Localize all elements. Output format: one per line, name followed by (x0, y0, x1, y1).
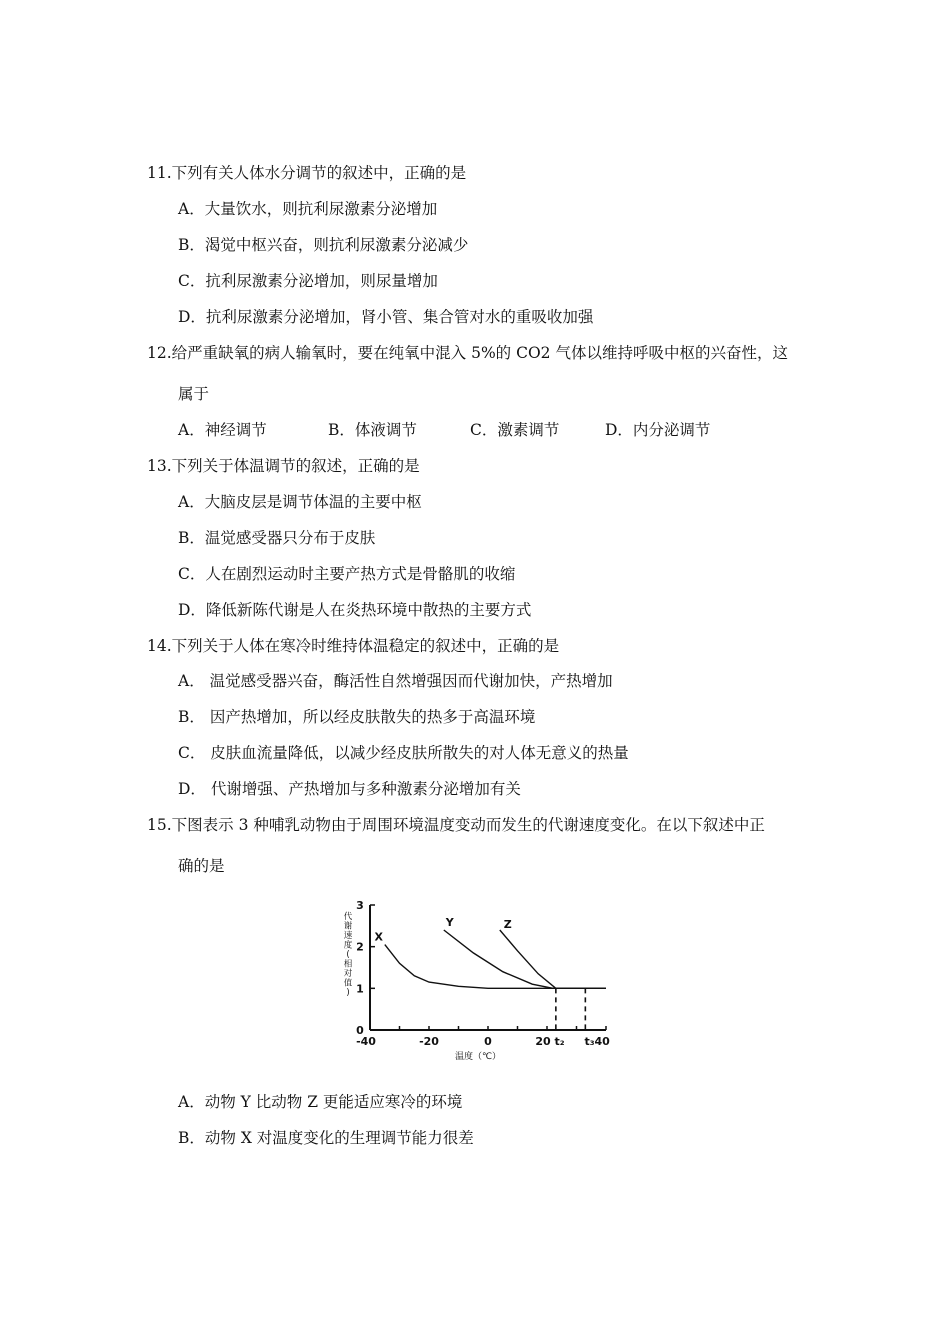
q12-option-b: B．体液调节 (328, 421, 417, 439)
question-11-stem (147, 163, 466, 183)
x-axis-label: 温度（℃） (454, 1052, 502, 1062)
q12-option-c: C．激素调节 (470, 421, 560, 439)
question-text: 下图表示 3 种哺乳动物由于周围环境温度变动而发生的代谢速度变化。在以下叙述中正 (171, 816, 765, 834)
question-text: 下列关于体温调节的叙述，正确的是 (171, 457, 420, 475)
y-axis-label-char: 谢 (343, 921, 353, 932)
y-axis-label-char: 速 (343, 931, 353, 941)
q14-option-a: A． 温觉感受器兴奋，酶活性自然增强因而代谢加快，产热增加 (178, 672, 613, 690)
x-tick-label: t₃40 (584, 1035, 610, 1048)
q12-options-row (178, 420, 710, 440)
x-tick-label: -20 (419, 1035, 439, 1048)
y-axis-label-char: 代 (343, 912, 353, 922)
y-tick-label: 0 (356, 1024, 364, 1037)
q13-option-c: C．人在剧烈运动时主要产热方式是骨骼肌的收缩 (178, 565, 516, 583)
question-number: 13. (147, 457, 172, 475)
series-label-z: Z (503, 918, 512, 931)
question-13-stem (147, 456, 420, 476)
q14-option-c: C． 皮肤血流量降低，以减少经皮肤所散失的对人体无意义的热量 (178, 744, 629, 762)
y-axis-label-char: ( (346, 950, 350, 960)
y-tick-label: 1 (356, 982, 364, 996)
question-text: 给严重缺氧的病人输氧时，要在纯氧中混入 5%的 CO2 气体以维持呼吸中枢的兴奋性，这 (171, 344, 788, 362)
q14-option-d: D． 代谢增强、产热增加与多种激素分泌增加有关 (178, 780, 521, 798)
question-number: 14. (147, 637, 172, 655)
y-tick-label: 3 (356, 899, 364, 912)
metabolic-rate-chart (330, 893, 630, 1073)
question-12-stem (147, 343, 788, 363)
question-text: 下列有关人体水分调节的叙述中，正确的是 (171, 164, 467, 182)
q13-option-a: A．大脑皮层是调节体温的主要中枢 (178, 493, 422, 511)
question-14-stem (147, 636, 559, 656)
y-axis-label-char: 值 (343, 978, 353, 989)
question-12-stem-cont: 属于 (178, 385, 210, 403)
q11-option-b: B．渴觉中枢兴奋，则抗利尿激素分泌减少 (178, 236, 469, 254)
question-number: 15. (147, 816, 172, 834)
y-tick-label: 2 (356, 940, 364, 954)
question-number: 12. (147, 344, 172, 362)
series-label-x: X (374, 930, 383, 944)
x-tick-label: 0 (484, 1035, 492, 1048)
q11-option-d: D．抗利尿激素分泌增加，肾小管、集合管对水的重吸收加强 (178, 308, 594, 326)
x-tick-label: -40 (356, 1035, 376, 1048)
y-axis-label-char: 对 (343, 969, 353, 979)
y-axis-label-char: ) (346, 988, 350, 998)
question-text: 下列关于人体在寒冷时维持体温稳定的叙述中，正确的是 (171, 637, 560, 655)
q12-option-a: A．神经调节 (178, 421, 267, 439)
series-line-z (500, 930, 606, 988)
y-axis-label-char: 相 (343, 959, 353, 970)
question-15-stem-cont: 确的是 (178, 857, 225, 875)
q11-option-c: C．抗利尿激素分泌增加，则尿量增加 (178, 272, 438, 290)
x-tick-label: 20 t₂ (535, 1035, 565, 1048)
question-15-stem (147, 815, 765, 835)
q15-option-b: B．动物 X 对温度变化的生理调节能力很差 (178, 1129, 474, 1147)
question-number: 11. (147, 164, 172, 182)
q15-option-a: A．动物 Y 比动物 Z 更能适应寒冷的环境 (178, 1093, 463, 1111)
y-axis-label-char: 度 (343, 940, 353, 951)
q14-option-b: B． 因产热增加，所以经皮肤散失的热多于高温环境 (178, 708, 536, 726)
q13-option-b: B．温觉感受器只分布于皮肤 (178, 529, 376, 547)
q11-option-a: A．大量饮水，则抗利尿激素分泌增加 (178, 200, 438, 218)
q13-option-d: D．降低新陈代谢是人在炎热环境中散热的主要方式 (178, 601, 532, 619)
series-label-y: Y (445, 916, 454, 929)
q12-option-d: D．内分泌调节 (605, 421, 711, 439)
